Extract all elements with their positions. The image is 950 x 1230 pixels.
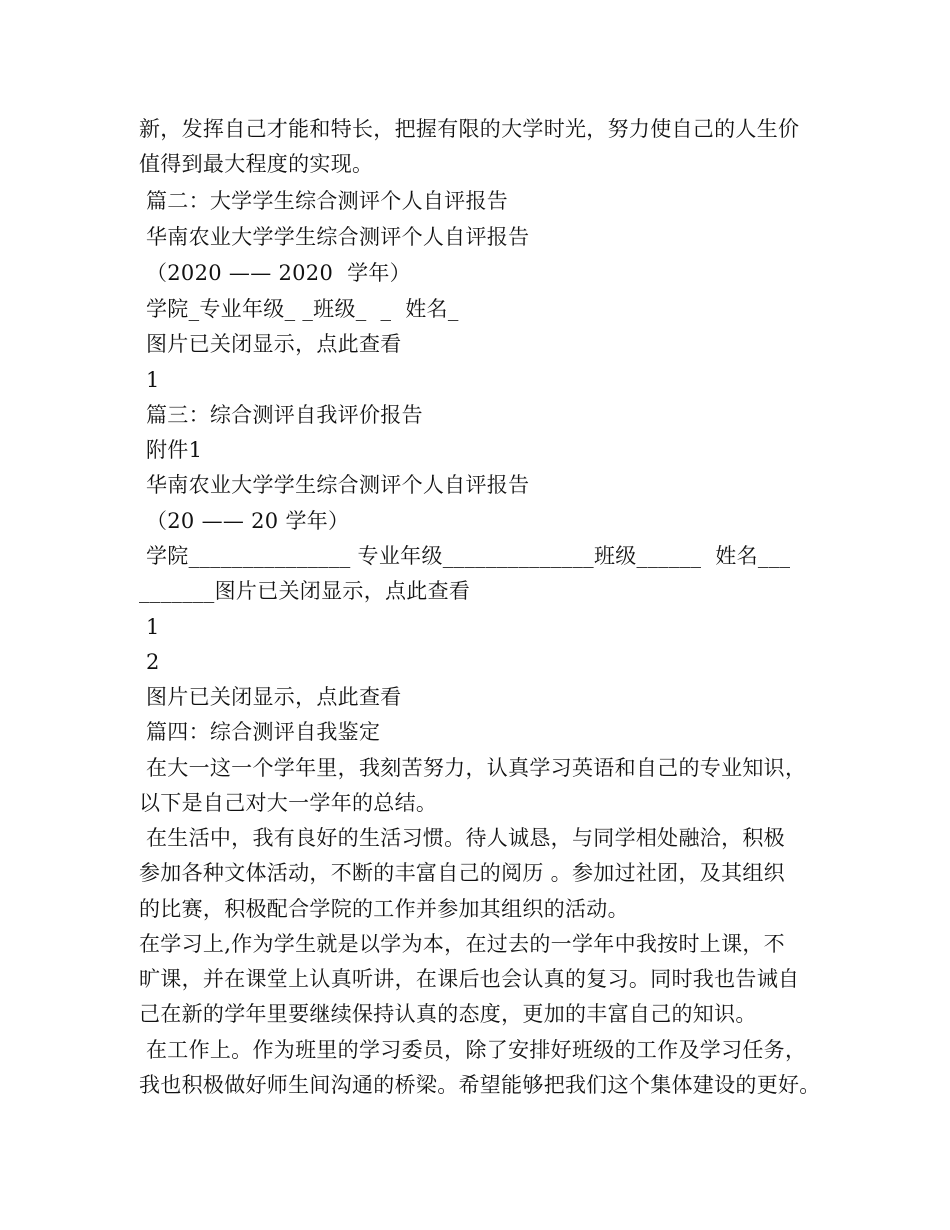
academic-year: （20 —— 20 学年）	[139, 509, 350, 533]
page-number: 1	[139, 615, 160, 639]
text-line: 以下是自己对大一学年的总结。	[139, 791, 438, 815]
academic-year: （2020 —— 2020 学年）	[139, 261, 411, 285]
text-line: 参加各种文体活动，不断的丰富自己的阅历 。参加过社团，及其组织	[139, 861, 785, 885]
section-heading: 篇四：综合测评自我鉴定	[139, 720, 381, 744]
report-title: 华南农业大学学生综合测评个人自评报告	[139, 473, 530, 497]
image-placeholder-link[interactable]: 图片已关闭显示，点此查看	[139, 332, 402, 356]
student-info-fields: 学院_______________ 专业年级______________班级______ 姓名___	[139, 544, 791, 568]
text-line: 在大一这一个学年里，我刻苦努力，认真学习英语和自己的专业知识，	[139, 756, 807, 780]
image-placeholder-link[interactable]: 图片已关闭显示，点此查看	[139, 685, 402, 709]
text-line: 己在新的学年里要继续保持认真的态度，更加的丰富自己的知识。	[139, 1002, 757, 1026]
report-title: 华南农业大学学生综合测评个人自评报告	[139, 225, 530, 249]
text-line: 在学习上,作为学生就是以学为本，在过去的一学年中我按时上课，不	[139, 932, 785, 956]
text-line: 在生活中，我有良好的生活习惯。待人诚恳，与同学相处融洽，积极	[139, 826, 785, 850]
page-number: 1	[139, 368, 160, 392]
text-line: 在工作上。作为班里的学习委员，除了安排好班级的工作及学习任务，	[139, 1038, 807, 1062]
attachment-label: 附件1	[139, 438, 203, 462]
section-heading: 篇三：综合测评自我评价报告	[139, 403, 423, 427]
text-line: 的比赛，积极配合学院的工作并参加其组织的活动。	[139, 897, 629, 921]
text-line: 我也积极做好师生间沟通的桥梁。希望能够把我们这个集体建设的更好。	[139, 1073, 821, 1097]
image-placeholder-link[interactable]: _______图片已关闭显示，点此查看	[139, 579, 471, 603]
section-heading: 篇二：大学学生综合测评个人自评报告	[139, 189, 509, 213]
page-number: 2	[139, 650, 160, 674]
text-line: 旷课，并在课堂上认真听讲，在课后也会认真的复习。同时我也告诫自	[139, 967, 800, 991]
text-line: 新，发挥自己才能和特长，把握有限的大学时光，努力使自己的人生价	[139, 117, 800, 141]
text-line: 值得到最大程度的实现。	[139, 152, 374, 176]
student-info-fields: 学院_专业年级_ _班级_ _ 姓名_	[139, 297, 459, 321]
